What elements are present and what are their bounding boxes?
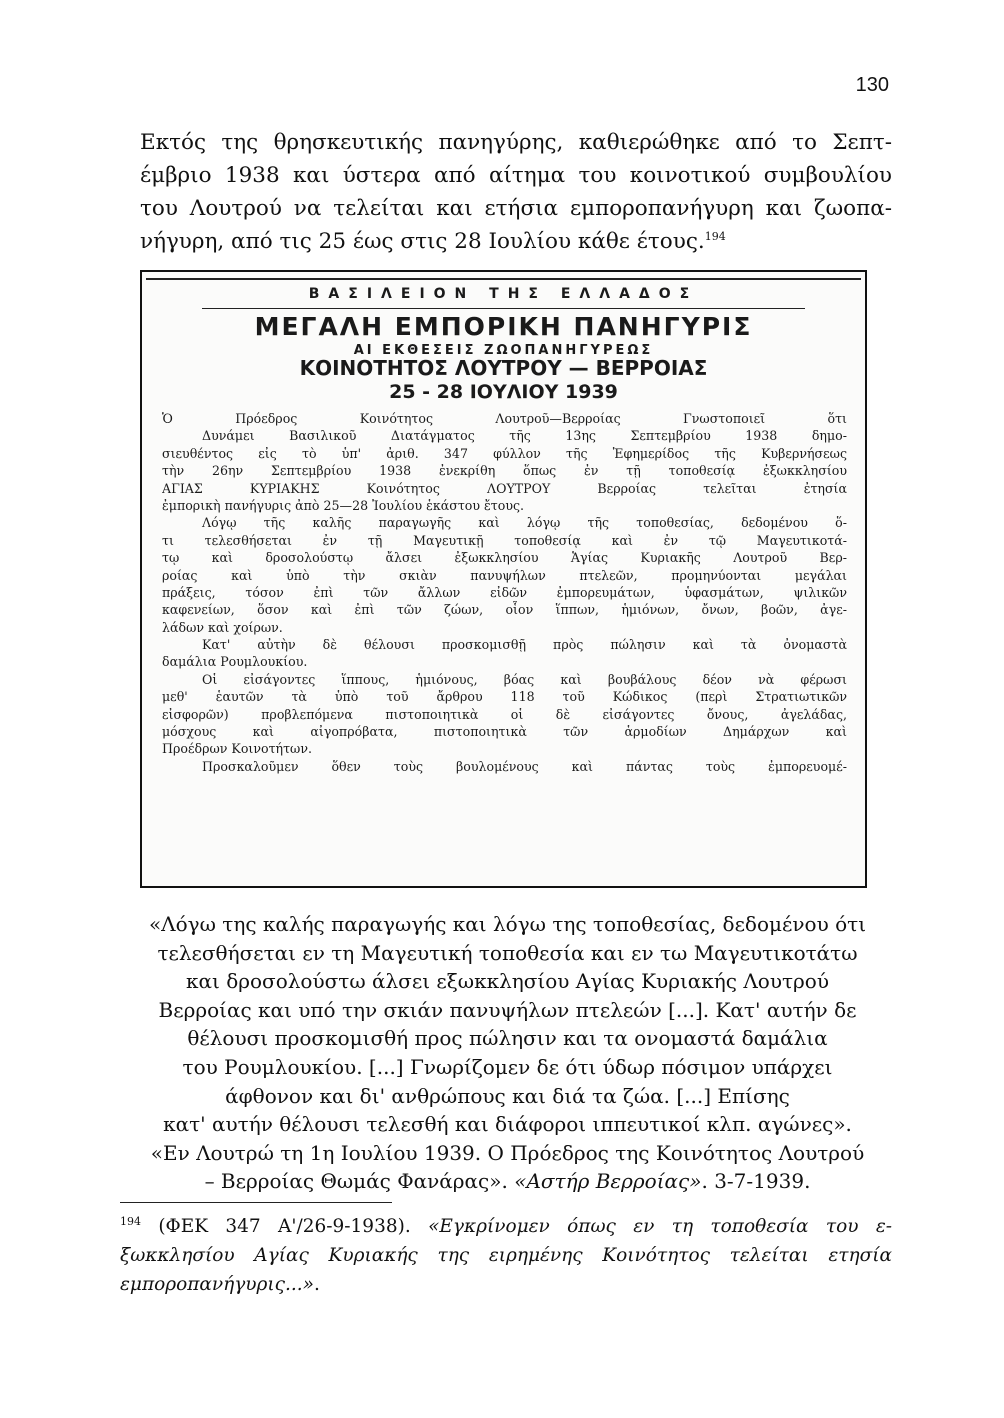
newspaper-name: «Αστήρ Βερροίας» xyxy=(514,1169,702,1194)
newspaper-clipping xyxy=(140,270,867,888)
quote-line: «Λόγω της καλής παραγωγής και λόγω της τοποθεσίας, δεδομένου ότι xyxy=(148,912,867,936)
footnote xyxy=(120,1212,892,1299)
clipping-line: Οἱ εἰσάγοντες ἵππους, ἡμιόνους, βόας καὶ βουβάλους δέον νὰ φέρωσι xyxy=(202,671,847,687)
clipping-line: πράξεις, τόσον ἐπὶ τῶν ἄλλων εἰδῶν ἐμπορευμάτων, ὑφασμάτων, ψιλικῶν xyxy=(162,584,847,600)
footnote-citation: (ΦΕΚ 347 Α'/26-9-1938). xyxy=(141,1216,429,1237)
quote-source-text: – Βερροίας Θωμάς Φανάρας». xyxy=(204,1169,515,1194)
quote-source-date: . 3-7-1939. xyxy=(701,1169,811,1194)
clipping-line: τὴν 26ην Σεπτεμβρίου 1938 ἐνεκρίθη ὅπως ἐν τῇ τοποθεσίᾳ ἐξωκκλησίου xyxy=(162,463,847,479)
clipping-line: δαμάλια Ρουμλουκίου. xyxy=(162,654,308,670)
clipping-line: ἐμπορικὴ πανήγυρις ἀπὸ 25—28 Ἰουλίου ἑκάστου ἔτους. xyxy=(162,497,525,513)
clipping-line: Προέδρων Κοινοτήτων. xyxy=(162,741,312,757)
footnote-line xyxy=(120,1241,892,1270)
footnote-line xyxy=(120,1270,892,1299)
intro-line: έμβριο 1938 και ύστερα από αίτημα του κοινοτικού συμβουλίου xyxy=(140,163,892,188)
clipping-line: τῳ καὶ δροσολούστῳ ἄλσει ἐξωκκλησίου Ἁγίας Κυριακῆς Λουτροῦ Βερ- xyxy=(162,550,847,566)
clipping-top-rule xyxy=(146,278,861,280)
quote-line: άφθονον και δι' ανθρώπους και διά τα ζώα. [...] Επίσης xyxy=(225,1083,790,1108)
footnote-end: . xyxy=(314,1274,320,1295)
quote-line: θέλουσι προσκομισθή προς πώλησιν και τα ονομαστά δαμάλια xyxy=(187,1026,828,1051)
clipping-kingdom-heading: ΒΑΣΙΛΕΙΟΝ ΤΗΣ ΕΛΛΑΔΟΣ xyxy=(308,286,699,302)
clipping-community-heading: ΚΟΙΝΟΤΗΤΟΣ ΛΟΥΤΡΟΥ — ΒΕΡΡΟΙΑΣ xyxy=(299,356,708,380)
clipping-line: καφενείων, ὅσον καὶ ἐπὶ τῶν ζώων, οἷον ἵππων, ἡμιόνων, ὄνων, βοῶν, ἀγε- xyxy=(162,602,847,618)
clipping-exhibitions-heading: ΑΙ ΕΚΘΕΣΕΙΣ ΖΩΟΠΑΝΗΓΥΡΕΩΣ xyxy=(353,343,654,358)
intro-line-last xyxy=(140,225,892,258)
clipping-line: εἰσφορῶν) προβλεπόμενα πιστοποιητικὰ οἱ δὲ εἰσάγοντες ὄνους, ἀγελάδας, xyxy=(162,706,847,722)
clipping-line: Κατ' αὐτὴν δὲ θέλουσι προσκομισθῇ πρὸς πώλησιν καὶ τὰ ὀνομαστὰ xyxy=(202,637,847,653)
footnote-divider xyxy=(120,1202,392,1203)
quote-line: και δροσολούστω άλσει εξωκκλησίου Αγίας Κυριακής Λουτρού xyxy=(186,969,829,994)
clipping-body xyxy=(162,410,847,775)
quote-line: κατ' αυτήν θέλουσι τελεσθή και διάφοροι ιππευτικοί κλπ. αγώνες». xyxy=(163,1112,852,1137)
clipping-line: λάδων καὶ χοίρων. xyxy=(162,619,283,635)
footnote-quote: εμποροπανήγυρις...» xyxy=(120,1274,314,1295)
footnote-quote: «Εγκρίνομεν όπως εν τη τοποθεσία του ε- xyxy=(428,1216,893,1237)
footnote-reference[interactable]: 194 xyxy=(704,229,726,243)
clipping-line: Λόγῳ τῆς καλῆς παραγωγῆς καὶ λόγῳ τῆς τοποθεσίας, δεδομένου ὅ- xyxy=(202,515,847,531)
quote-line: τελεσθήσεται εν τη Μαγευτική τοποθεσία και εν τω Μαγευτικοτάτω xyxy=(157,940,858,965)
page-number: 130 xyxy=(855,74,889,96)
clipping-line: ροίας καὶ ὑπὸ τὴν σκιὰν πανυψήλων πτελεῶν, προμηνύονται μεγάλαι xyxy=(162,567,847,583)
intro-paragraph xyxy=(140,126,892,258)
footnote-line xyxy=(120,1212,892,1241)
intro-line-text: νήγυρη, από τις 25 έως στις 28 Ιουλίου κάθε έτους. xyxy=(140,229,705,254)
clipping-line: σιευθέντος εἰς τὸ ὑπ' ἀριθ. 347 φύλλον τῆς Ἐφημερίδος τῆς Κυβερνήσεως xyxy=(162,445,847,461)
footnote-quote: ξωκκλησίου Αγίας Κυριακής της ειρημένης Κοινότητος τελείται ετησία xyxy=(120,1245,892,1266)
clipping-fair-title: ΜΕΓΑΛΗ ΕΜΠΟΡΙΚΗ ΠΑΝΗΓΥΡΙΣ xyxy=(254,312,753,341)
quote-line-source xyxy=(120,1167,895,1196)
clipping-line: ΑΓΙΑΣ ΚΥΡΙΑΚΗΣ Κοινότητος ΛΟΥΤΡΟΥ Βερροίας τελεῖται ἐτησία xyxy=(162,480,847,496)
clipping-rule xyxy=(202,308,805,309)
quote-line: «Εν Λουτρώ τη 1η Ιουλίου 1939. Ο Πρόεδρος της Κοινότητος Λουτρού xyxy=(150,1140,865,1165)
quote-line: του Ρουμλουκίου. [...] Γνωρίζομεν δε ότι ύδωρ πόσιμον υπάρχει xyxy=(182,1054,833,1079)
clipping-line: Δυνάμει Βασιλικοῦ Διατάγματος τῆς 13ης Σεπτεμβρίου 1938 δημο- xyxy=(202,428,847,444)
clipping-dates-heading: 25 - 28 ΙΟΥΛΙΟΥ 1939 xyxy=(389,381,618,403)
intro-line: του Λουτρού να τελείται και ετήσια εμποροπανήγυρη και ζωοπα- xyxy=(140,196,892,221)
clipping-line: τι τελεσθήσεται ἐν τῇ Μαγευτικῇ τοποθεσίᾳ καὶ ἐν τῷ Μαγευτικοτά- xyxy=(162,532,847,548)
footnote-number: 194 xyxy=(120,1214,141,1228)
intro-line: Εκτός της θρησκευτικής πανηγύρης, καθιερώθηκε από το Σεπτ- xyxy=(140,130,892,155)
clipping-line: Ὁ Πρόεδρος Κοινότητος Λουτροῦ—Βερροίας Γνωστοποιεῖ ὅτι xyxy=(162,411,847,426)
quote-line: Βερροίας και υπό την σκιάν πανυψήλων πτελεών [...]. Κατ' αυτήν δε xyxy=(158,997,857,1022)
clipping-line: Προσκαλοῦμεν ὅθεν τοὺς βουλομένους καὶ πάντας τοὺς ἐμπορευομέ- xyxy=(202,758,847,774)
clipping-line: μεθ' ἑαυτῶν τὰ ὑπὸ τοῦ ἄρθρου 118 τοῦ Κώδικος (περὶ Στρατιωτικῶν xyxy=(162,689,847,705)
clipping-line: μόσχους καὶ αἰγοπρόβατα, πιστοποιητικὰ τῶν ἁρμοδίων Δημάρχων καὶ xyxy=(162,724,847,740)
quote-block xyxy=(120,910,895,1196)
